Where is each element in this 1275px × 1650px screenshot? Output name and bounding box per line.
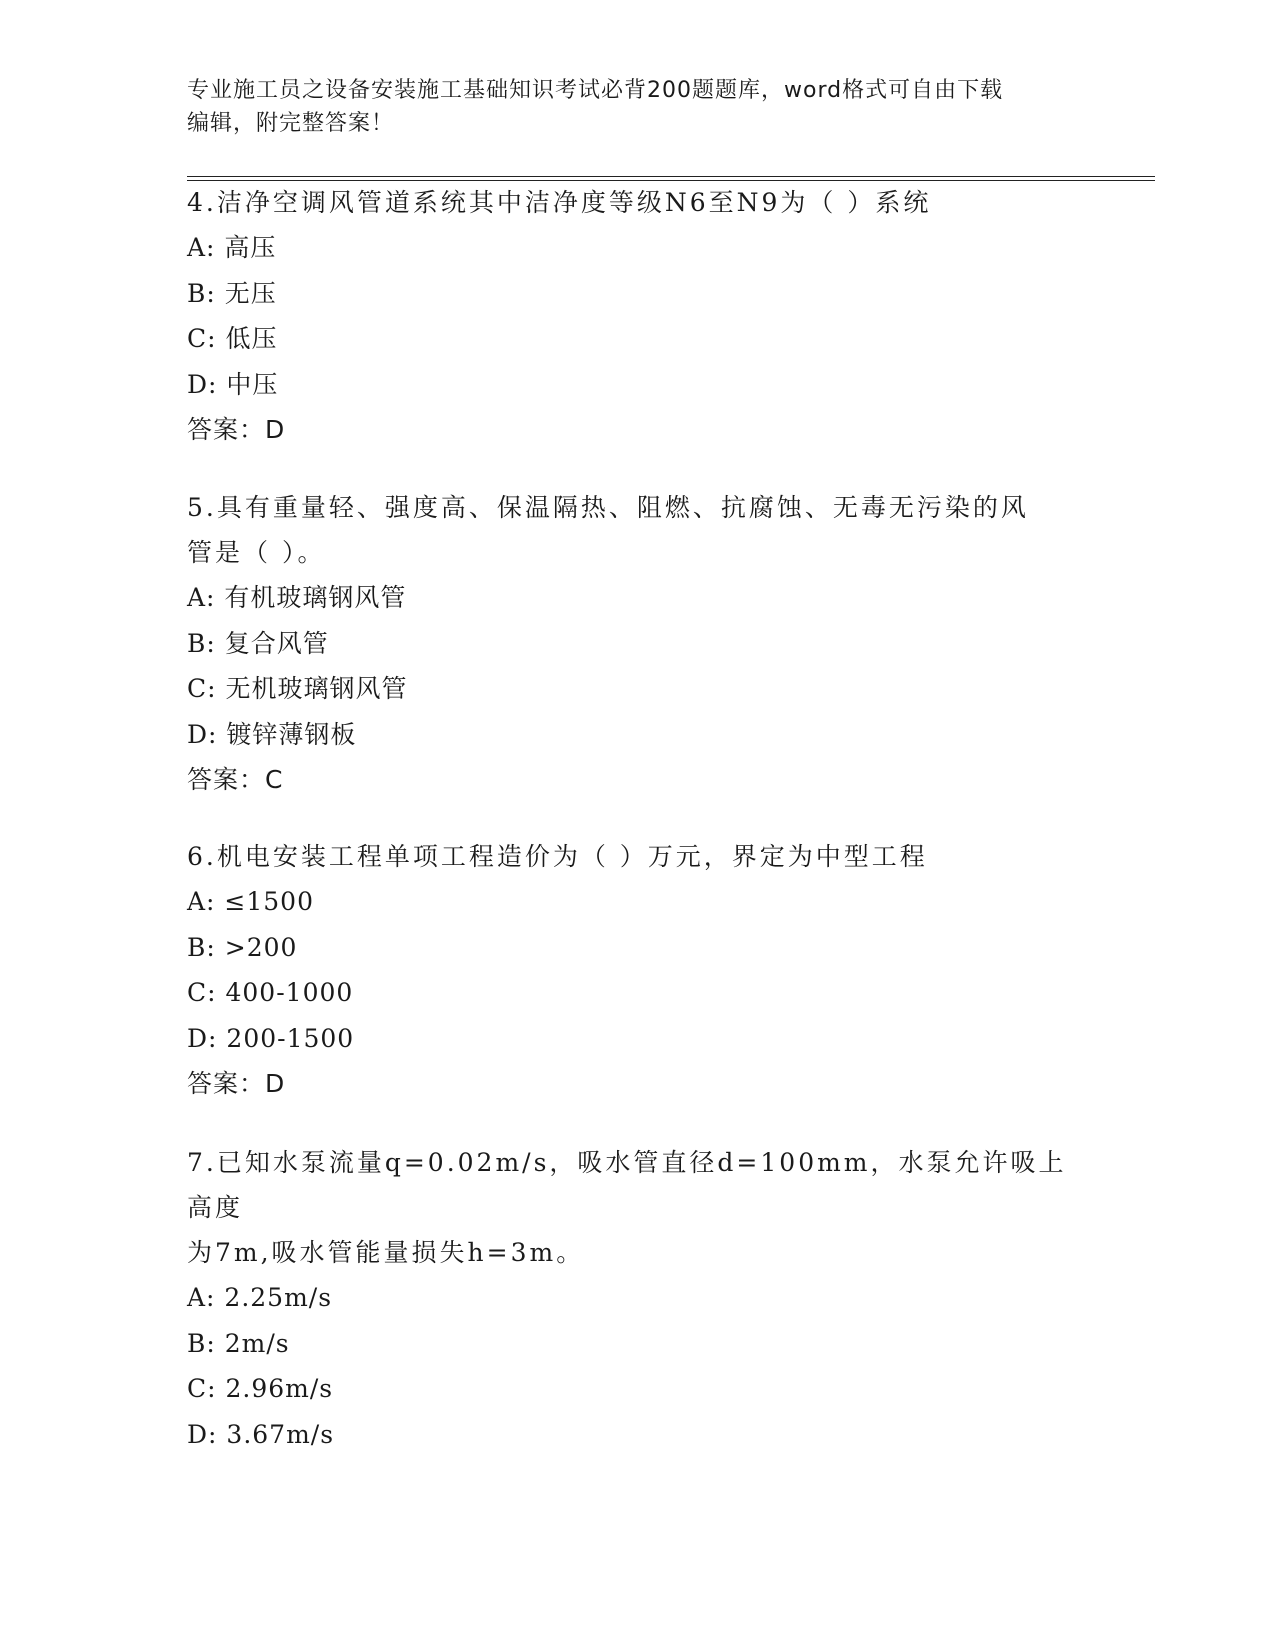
- option-c: C: 2.96m/s: [187, 1374, 334, 1403]
- option-b: B: 无压: [187, 278, 277, 308]
- option-b: B: >200: [187, 932, 298, 962]
- question-5: [187, 485, 1087, 802]
- option-c: C: 400-1000: [187, 978, 354, 1007]
- option-d: D: 镀锌薄钢板: [187, 719, 357, 749]
- option-d: D: 中压: [187, 369, 279, 399]
- question-text-line-1: 7.已知水泵流量q=0.02m/s，吸水管直径d=100mm，水泵允许吸上高度: [187, 1148, 1067, 1222]
- question-6: [187, 834, 1087, 1106]
- header-line-1: 专业施工员之设备安装施工基础知识考试必背200题题库，word格式可自由下载: [187, 78, 1004, 103]
- question-4: [187, 180, 1087, 452]
- question-text: 6.机电安装工程单项工程造价为（ ）万元，界定为中型工程: [187, 842, 928, 871]
- option-b: B: 2m/s: [187, 1328, 290, 1358]
- option-c: C: 低压: [187, 324, 278, 353]
- document-header: [187, 74, 1087, 140]
- answer: 答案：D: [187, 415, 286, 444]
- answer: 答案：C: [187, 765, 284, 794]
- header-line-2: 编辑，附完整答案！: [187, 111, 395, 136]
- question-7: [187, 1140, 1087, 1457]
- question-text-line-2: 为7m,吸水管能量损失h=3m。: [187, 1238, 585, 1267]
- question-text-line-2: 管是（ ）。: [187, 538, 326, 567]
- option-d: D: 3.67m/s: [187, 1419, 335, 1449]
- option-a: A: ≤1500: [187, 887, 314, 916]
- answer: 答案：D: [187, 1069, 286, 1098]
- option-a: A: 高压: [187, 233, 277, 262]
- option-a: A: 2.25m/s: [187, 1283, 333, 1312]
- question-text: 4.洁净空调风管道系统其中洁净度等级N6至N9为（ ）系统: [187, 188, 932, 217]
- option-c: C: 无机玻璃钢风管: [187, 674, 408, 703]
- question-text-line-1: 5.具有重量轻、强度高、保温隔热、阻燃、抗腐蚀、无毒无污染的风: [187, 493, 1029, 522]
- option-a: A: 有机玻璃钢风管: [187, 583, 407, 612]
- option-d: D: 200-1500: [187, 1023, 355, 1053]
- option-b: B: 复合风管: [187, 628, 329, 658]
